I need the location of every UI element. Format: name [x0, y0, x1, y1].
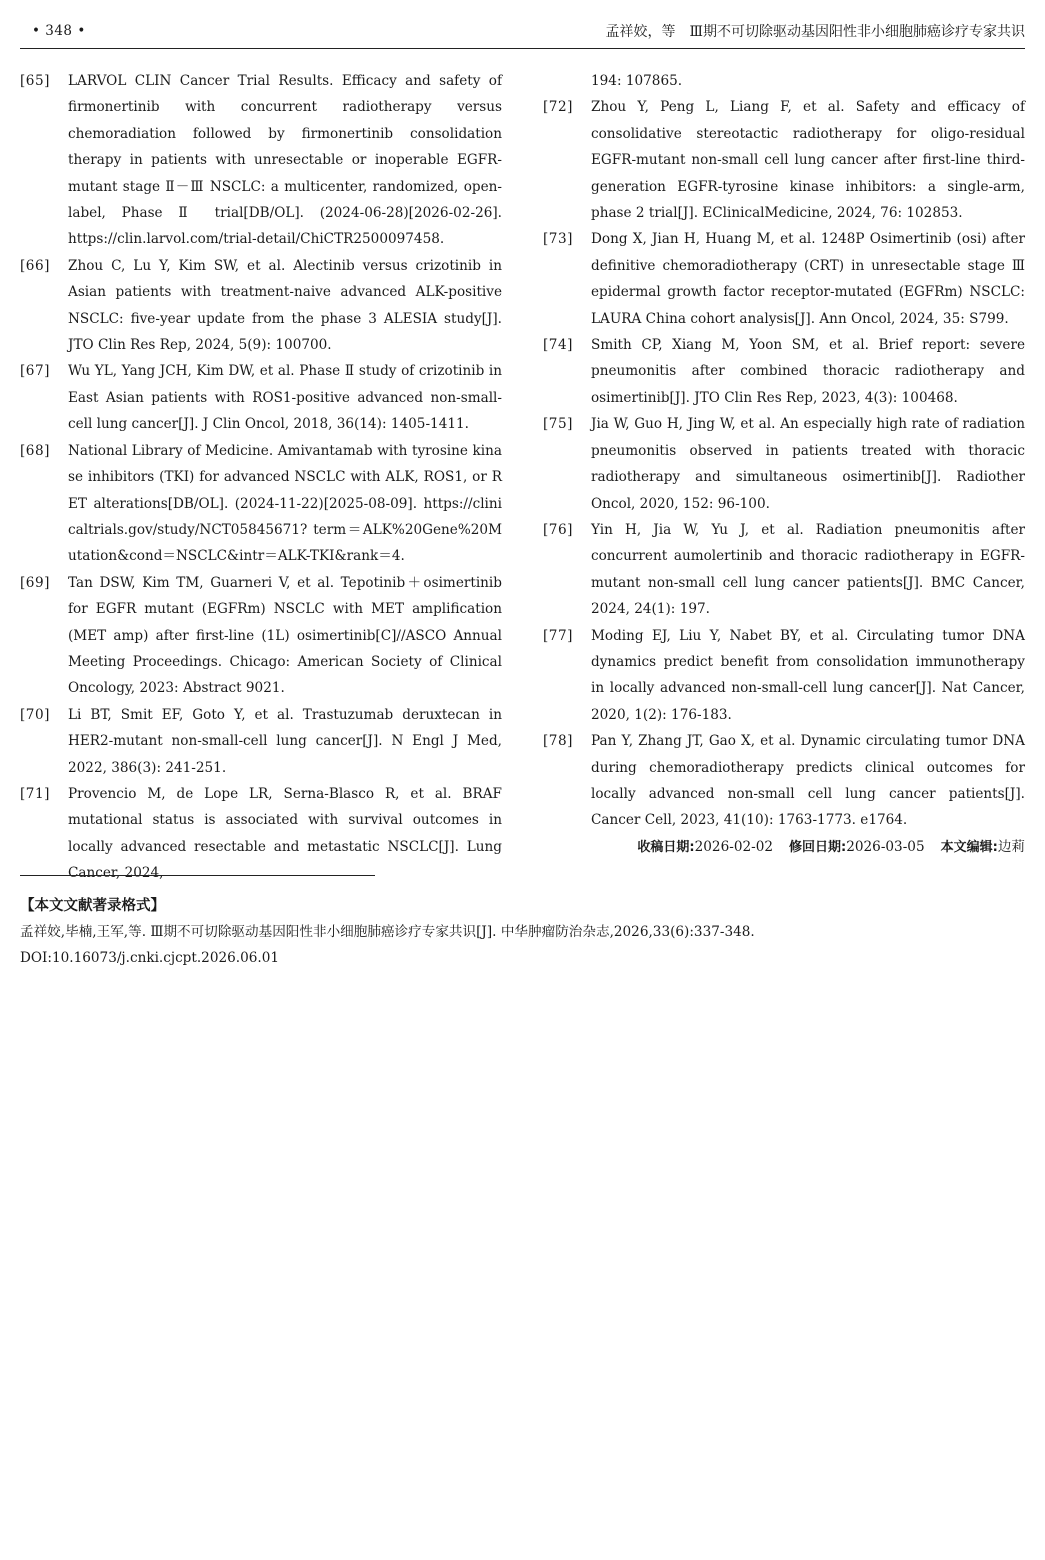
reference-entry: [20, 358, 502, 437]
citation-line: 孟祥姣,毕楠,王军,等. Ⅲ期不可切除驱动基因阳性非小细胞肺癌诊疗专家共识[J]. 中华肿瘤防治杂志,2026,33(6):337-348.: [20, 924, 755, 940]
reference-number: [75]: [543, 416, 573, 433]
reference-entry: [20, 253, 502, 359]
editor-label: 本文编辑:: [940, 839, 998, 855]
revised-label: 修回日期:: [789, 839, 847, 855]
reference-text: Zhou Y, Peng L, Liang F, et al. Safety and efficacy of consolidative stereotactic radiotherapy for oligo-residual EGFR-mutant non-small cell lung cancer after first-line third-generation EGFR-tyrosine kinase inhibitors: a single-arm, phase 2 trial[J]. EClinicalMedicine, 2024, 76: 102853.: [591, 99, 1025, 222]
reference-entry: [20, 702, 502, 781]
reference-number: [69]: [20, 574, 50, 591]
reference-number: [78]: [543, 733, 573, 750]
article-dates: [543, 834, 1025, 861]
reference-entry: [543, 623, 1025, 729]
reference-number: [71]: [20, 785, 50, 802]
reference-text: Yin H, Jia W, Yu J, et al. Radiation pneumonitis after concurrent aumolertinib and thoracic radiotherapy in EGFR-mutant non-small cell lung cancer patients[J]. BMC Cancer, 2024, 24(1): 197.: [591, 521, 1025, 618]
citation-heading: 【本文文献著录格式】: [20, 898, 165, 914]
reference-number: [70]: [20, 706, 50, 723]
reference-text: Smith CP, Xiang M, Yoon SM, et al. Brief report: severe pneumonitis after combined thoracic radiotherapy and osimertinib[J]. JTO Clin Res Rep, 2023, 4(3): 100468.: [591, 337, 1025, 406]
doi-line: DOI:10.16073/j.cnki.cjcpt.2026.06.01: [20, 950, 280, 966]
reference-number: [68]: [20, 442, 50, 459]
right-column: [543, 68, 1025, 861]
reference-number: [73]: [543, 231, 573, 248]
reference-entry: [20, 438, 502, 570]
reference-entry: [543, 411, 1025, 517]
citation-format: [20, 893, 1025, 971]
reference-text: Jia W, Guo H, Jing W, et al. An especially high rate of radiation pneumonitis observed in patients treated with thoracic radiotherapy and simultaneous osimertinib[J]. Radiother Oncol, 2020, 152: 96-100.: [591, 416, 1025, 512]
reference-entry: [20, 781, 502, 887]
reference-number: [76]: [543, 521, 573, 538]
reference-text: National Library of Medicine. Amivantamab with tyrosine kinase inhibitors (TKI) for advanced NSCLC with ALK, ROS1, or RET alterations[DB/OL]. (2024-11-22)[2025-08-09]. https://clinicaltrials.gov/study/NCT05845671? term＝ALK%20Gene%20Mutation&cond＝NSCLC&intr＝ALK-TKI&rank＝4.: [68, 442, 502, 565]
reference-entry: [543, 517, 1025, 623]
reference-entry: [543, 94, 1025, 226]
reference-entry: [20, 570, 502, 702]
editor-name: 边莉: [997, 838, 1025, 855]
reference-continuation: 194: 107865.: [591, 73, 683, 89]
left-column: [20, 68, 502, 887]
reference-number: [72]: [543, 99, 573, 116]
reference-entry: [543, 728, 1025, 834]
running-title: 孟祥姣，等 Ⅲ期不可切除驱动基因阳性非小细胞肺癌诊疗专家共识: [605, 24, 1025, 40]
received-date: 2026-02-02: [694, 838, 774, 855]
reference-entry: [543, 332, 1025, 411]
page-header: [20, 20, 1025, 49]
reference-number: [77]: [543, 627, 573, 644]
section-divider: [20, 875, 375, 876]
reference-text: Dong X, Jian H, Huang M, et al. 1248P Osimertinib (osi) after definitive chemoradiotherapy (CRT) in unresectable stage Ⅲ epidermal growth factor receptor-mutated (EGFRm) NSCLC: LAURA China cohort analysis[J]. Ann Oncol, 2024, 35: S799.: [591, 231, 1025, 327]
reference-text: Tan DSW, Kim TM, Guarneri V, et al. Tepotinib＋osimertinib for EGFR mutant (EGFRm) NSCLC with MET amplification (MET amp) after first-line (1L) osimertinib[C]//ASCO Annual Meeting Proceedings. Chicago: American Society of Clinical Oncology, 2023: Abstract 9021.: [68, 574, 502, 697]
reference-number: [65]: [20, 73, 50, 89]
reference-number: [66]: [20, 257, 50, 274]
reference-text: Li BT, Smit EF, Goto Y, et al. Trastuzumab deruxtecan in HER2-mutant non-small-cell lung cancer[J]. N Engl J Med, 2022, 386(3): 241-251.: [68, 706, 502, 776]
reference-entry: [543, 226, 1025, 332]
reference-number: [67]: [20, 363, 50, 380]
reference-text: LARVOL CLIN Cancer Trial Results. Efficacy and safety of firmonertinib with concurrent radiotherapy versus chemoradiation followed by firmonertinib consolidation therapy in patients with unresectable or inoperable EGFR-mutant stage Ⅱ－Ⅲ NSCLC: a multicenter, randomized, open-label, Phase Ⅱ trial[DB/OL]. (2024-06-28)[2026-02-26]. https://clin.larvol.com/trial-detail/ChiCTR2500097458.: [68, 73, 502, 248]
page-number: • 348 •: [32, 23, 86, 39]
revised-date: 2026-03-05: [846, 838, 925, 855]
reference-text: Zhou C, Lu Y, Kim SW, et al. Alectinib versus crizotinib in Asian patients with treatment-naive advanced ALK-positive NSCLC: five-year update from the phase 3 ALESIA study[J]. JTO Clin Res Rep, 2024, 5(9): 100700.: [68, 257, 502, 354]
reference-text: Moding EJ, Liu Y, Nabet BY, et al. Circulating tumor DNA dynamics predict benefit from consolidation immunotherapy in locally advanced non-small-cell lung cancer[J]. Nat Cancer, 2020, 1(2): 176-183.: [591, 627, 1025, 723]
reference-text: Provencio M, de Lope LR, Serna-Blasco R, et al. BRAF mutational status is associated with survival outcomes in locally advanced resectable and metastatic NSCLC[J]. Lung Cancer, 2024,: [68, 785, 502, 882]
reference-entry: [20, 68, 502, 253]
received-label: 收稿日期:: [637, 839, 695, 855]
reference-text: Pan Y, Zhang JT, Gao X, et al. Dynamic circulating tumor DNA during chemoradiotherapy predicts clinical outcomes for locally advanced non-small cell lung cancer patients[J]. Cancer Cell, 2023, 41(10): 1763-1773. e1764.: [591, 733, 1025, 829]
reference-text: Wu YL, Yang JCH, Kim DW, et al. Phase Ⅱ study of crizotinib in East Asian patients with ROS1-positive advanced non-small-cell lung cancer[J]. J Clin Oncol, 2018, 36(14): 1405-1411.: [68, 363, 502, 433]
reference-number: [74]: [543, 337, 573, 354]
